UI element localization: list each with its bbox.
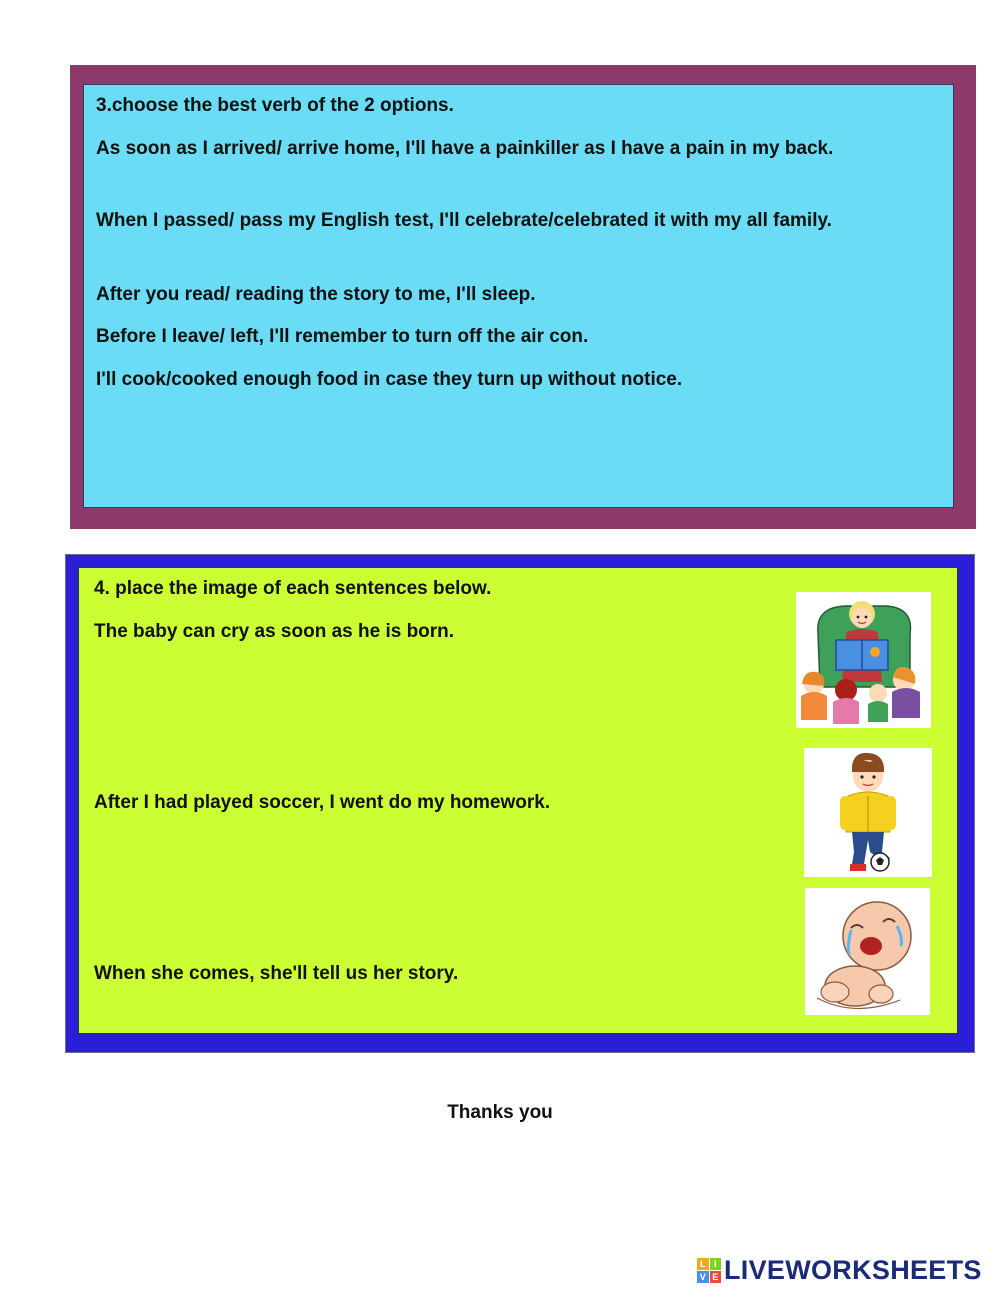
crying-baby-image[interactable] [805,888,930,1015]
section-3-sentence-4: Before I leave/ left, I'll remember to turn off the air con. [96,326,589,347]
storytelling-image[interactable] [796,592,931,728]
section-4-sentence-3: When she comes, she'll tell us her story. [94,963,459,984]
boy-with-soccer-ball-image[interactable] [804,748,932,877]
section-3-sentence-5: I'll cook/cooked enough food in case they turn up without notice. [96,369,683,390]
section-3-frame [70,65,976,529]
liveworksheets-logo[interactable] [697,1255,982,1285]
logo-letter-l: L [697,1258,709,1270]
logo-text: LIVEWORKSHEETS [724,1254,982,1285]
section-4-frame [65,554,975,1053]
section-4-box [78,567,958,1034]
logo-mark-icon [697,1258,721,1282]
section-4-sentence-2: After I had played soccer, I went do my homework. [94,792,551,813]
section-3-sentence-3: After you read/ reading the story to me, I'll sleep. [96,284,536,305]
section-4-title: 4. place the image of each sentences below. [94,578,492,599]
section-3-sentence-2: When I passed/ pass my English test, I'll celebrate/celebrated it with my all family. [96,210,832,231]
section-3-box [83,84,954,508]
logo-letter-v: V [697,1271,709,1283]
section-3-title: 3.choose the best verb of the 2 options. [96,95,454,116]
logo-letter-e: E [710,1271,722,1283]
section-4-sentence-1: The baby can cry as soon as he is born. [94,621,455,642]
thanks-text: Thanks you [447,1102,553,1123]
section-3-sentence-1: As soon as I arrived/ arrive home, I'll have a painkiller as I have a pain in my back. [96,138,834,159]
logo-letter-i: I [710,1258,722,1270]
